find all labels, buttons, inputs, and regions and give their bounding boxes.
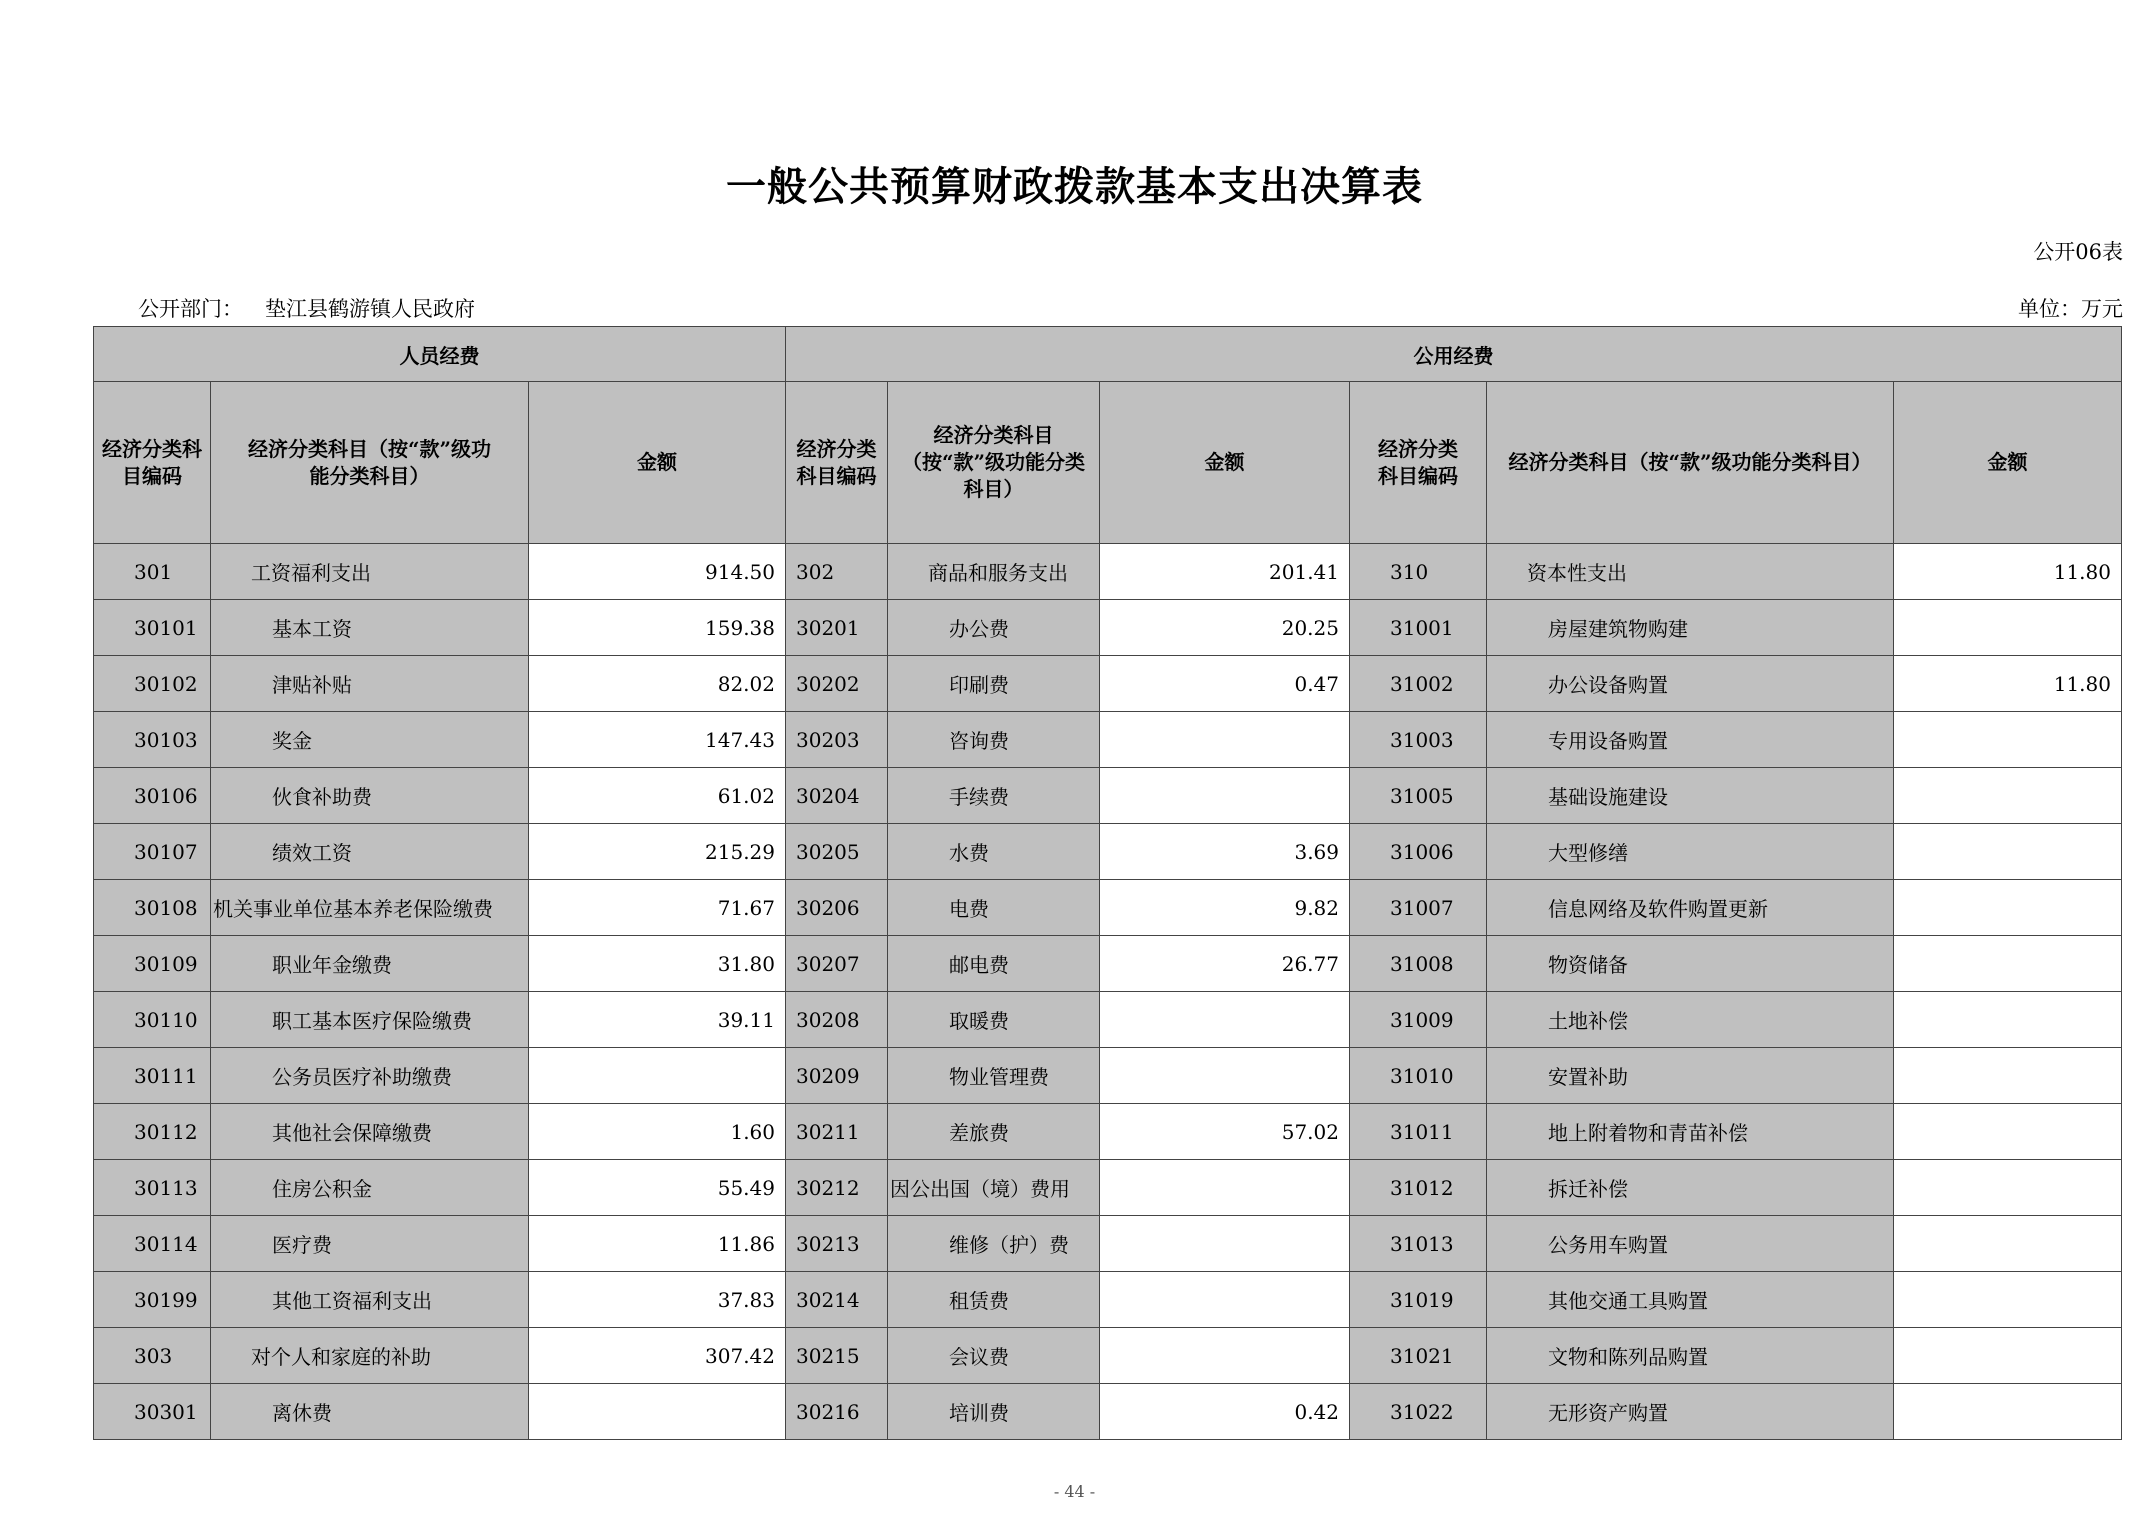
cell-g-name: 水费 (888, 824, 1100, 880)
department-name: 垫江县鹤游镇人民政府 (265, 297, 475, 321)
cell-c-name: 土地补偿 (1487, 992, 1894, 1048)
cell-g-name: 印刷费 (888, 656, 1100, 712)
cell-g-name: 物业管理费 (888, 1048, 1100, 1104)
table-row (94, 656, 2122, 712)
cell-c-code: 31007 (1350, 880, 1487, 936)
header-goods-code: 经济分类科目编码 (786, 382, 888, 544)
cell-p-name: 对个人和家庭的补助 (211, 1328, 529, 1384)
cell-c-amount (1894, 712, 2122, 768)
cell-g-amount: 9.82 (1100, 880, 1350, 936)
cell-p-name: 住房公积金 (211, 1160, 529, 1216)
cell-c-name: 公务用车购置 (1487, 1216, 1894, 1272)
cell-c-name: 文物和陈列品购置 (1487, 1328, 1894, 1384)
cell-g-code: 30211 (786, 1104, 888, 1160)
cell-p-amount: 11.86 (529, 1216, 786, 1272)
cell-p-code: 30199 (94, 1272, 211, 1328)
cell-g-amount: 0.47 (1100, 656, 1350, 712)
cell-c-code: 31008 (1350, 936, 1487, 992)
cell-c-amount (1894, 1104, 2122, 1160)
cell-c-name: 其他交通工具购置 (1487, 1272, 1894, 1328)
cell-g-name: 办公费 (888, 600, 1100, 656)
cell-g-amount (1100, 1272, 1350, 1328)
cell-p-code: 30102 (94, 656, 211, 712)
cell-g-amount (1100, 1160, 1350, 1216)
cell-g-name: 手续费 (888, 768, 1100, 824)
cell-p-code: 30109 (94, 936, 211, 992)
cell-c-name: 专用设备购置 (1487, 712, 1894, 768)
header-personnel-amount: 金额 (529, 382, 786, 544)
cell-p-amount (529, 1048, 786, 1104)
cell-p-name: 津贴补贴 (211, 656, 529, 712)
cell-p-code: 30108 (94, 880, 211, 936)
cell-c-code: 31002 (1350, 656, 1487, 712)
cell-p-name: 基本工资 (211, 600, 529, 656)
header-goods-name: 经济分类科目（按“款”级功能分类科目） (888, 382, 1100, 544)
header-personnel-name: 经济分类科目（按“款”级功能分类科目） (211, 382, 529, 544)
cell-p-name: 其他工资福利支出 (211, 1272, 529, 1328)
cell-g-amount: 57.02 (1100, 1104, 1350, 1160)
unit-label: 单位：万元 (2018, 297, 2123, 321)
cell-g-amount: 20.25 (1100, 600, 1350, 656)
cell-g-code: 30213 (786, 1216, 888, 1272)
table-body (94, 544, 2122, 1440)
cell-p-amount (529, 1384, 786, 1440)
table-row (94, 1272, 2122, 1328)
table-row (94, 1048, 2122, 1104)
cell-p-name: 公务员医疗补助缴费 (211, 1048, 529, 1104)
table-row (94, 544, 2122, 600)
cell-c-code: 31005 (1350, 768, 1487, 824)
cell-p-name: 医疗费 (211, 1216, 529, 1272)
cell-c-amount (1894, 768, 2122, 824)
cell-c-amount (1894, 1272, 2122, 1328)
cell-c-amount (1894, 1384, 2122, 1440)
cell-c-name: 拆迁补偿 (1487, 1160, 1894, 1216)
cell-p-code: 30106 (94, 768, 211, 824)
cell-c-code: 31003 (1350, 712, 1487, 768)
cell-g-name: 邮电费 (888, 936, 1100, 992)
cell-p-amount: 159.38 (529, 600, 786, 656)
cell-g-code: 30206 (786, 880, 888, 936)
cell-p-name: 奖金 (211, 712, 529, 768)
cell-g-amount (1100, 768, 1350, 824)
cell-c-amount (1894, 1048, 2122, 1104)
cell-g-name: 因公出国（境）费用 (888, 1160, 1100, 1216)
table-row (94, 1216, 2122, 1272)
cell-c-code: 310 (1350, 544, 1487, 600)
cell-p-code: 301 (94, 544, 211, 600)
cell-p-code: 30103 (94, 712, 211, 768)
cell-c-code: 31006 (1350, 824, 1487, 880)
cell-g-name: 商品和服务支出 (888, 544, 1100, 600)
cell-c-code: 31019 (1350, 1272, 1487, 1328)
cell-c-name: 办公设备购置 (1487, 656, 1894, 712)
cell-c-name: 安置补助 (1487, 1048, 1894, 1104)
section-header-row (94, 327, 2122, 382)
cell-c-code: 31001 (1350, 600, 1487, 656)
cell-p-amount: 61.02 (529, 768, 786, 824)
cell-g-name: 电费 (888, 880, 1100, 936)
department-label: 公开部门： (138, 297, 243, 321)
table-row (94, 600, 2122, 656)
cell-g-code: 30215 (786, 1328, 888, 1384)
cell-c-amount (1894, 880, 2122, 936)
cell-p-amount: 82.02 (529, 656, 786, 712)
cell-p-amount: 1.60 (529, 1104, 786, 1160)
cell-c-code: 31012 (1350, 1160, 1487, 1216)
cell-p-amount: 215.29 (529, 824, 786, 880)
table-row (94, 1328, 2122, 1384)
cell-g-name: 培训费 (888, 1384, 1100, 1440)
section-public: 公用经费 (786, 327, 2122, 382)
cell-c-name: 基础设施建设 (1487, 768, 1894, 824)
cell-p-code: 303 (94, 1328, 211, 1384)
cell-c-name: 物资储备 (1487, 936, 1894, 992)
cell-g-code: 30205 (786, 824, 888, 880)
cell-p-code: 30301 (94, 1384, 211, 1440)
cell-p-name: 绩效工资 (211, 824, 529, 880)
cell-g-code: 30216 (786, 1384, 888, 1440)
table-row (94, 1160, 2122, 1216)
cell-p-amount: 307.42 (529, 1328, 786, 1384)
cell-g-name: 咨询费 (888, 712, 1100, 768)
cell-p-amount: 55.49 (529, 1160, 786, 1216)
cell-c-amount: 11.80 (1894, 656, 2122, 712)
cell-p-code: 30113 (94, 1160, 211, 1216)
cell-g-amount (1100, 992, 1350, 1048)
department-line (138, 293, 475, 323)
cell-c-amount (1894, 824, 2122, 880)
table-row (94, 936, 2122, 992)
cell-p-name: 机关事业单位基本养老保险缴费 (211, 880, 529, 936)
cell-c-name: 地上附着物和青苗补偿 (1487, 1104, 1894, 1160)
cell-g-code: 30209 (786, 1048, 888, 1104)
header-personnel-code: 经济分类科目编码 (94, 382, 211, 544)
cell-g-amount: 26.77 (1100, 936, 1350, 992)
cell-c-amount: 11.80 (1894, 544, 2122, 600)
cell-p-amount: 71.67 (529, 880, 786, 936)
cell-g-code: 30202 (786, 656, 888, 712)
cell-g-code: 30212 (786, 1160, 888, 1216)
cell-p-amount: 147.43 (529, 712, 786, 768)
header-capital-code: 经济分类科目编码 (1350, 382, 1487, 544)
header-goods-amount: 金额 (1100, 382, 1350, 544)
cell-p-name: 职工基本医疗保险缴费 (211, 992, 529, 1048)
section-personnel: 人员经费 (94, 327, 786, 382)
cell-g-code: 30214 (786, 1272, 888, 1328)
cell-c-name: 大型修缮 (1487, 824, 1894, 880)
cell-p-code: 30112 (94, 1104, 211, 1160)
cell-g-name: 租赁费 (888, 1272, 1100, 1328)
cell-c-amount (1894, 1328, 2122, 1384)
column-header-row (94, 382, 2122, 544)
cell-c-name: 信息网络及软件购置更新 (1487, 880, 1894, 936)
cell-g-name: 维修（护）费 (888, 1216, 1100, 1272)
cell-g-name: 会议费 (888, 1328, 1100, 1384)
cell-c-name: 资本性支出 (1487, 544, 1894, 600)
cell-c-code: 31022 (1350, 1384, 1487, 1440)
cell-g-code: 30203 (786, 712, 888, 768)
cell-p-name: 工资福利支出 (211, 544, 529, 600)
cell-c-code: 31009 (1350, 992, 1487, 1048)
cell-c-amount (1894, 600, 2122, 656)
page-title: 一般公共预算财政拨款基本支出决算表 (726, 163, 1423, 210)
cell-p-code: 30111 (94, 1048, 211, 1104)
cell-c-amount (1894, 936, 2122, 992)
cell-p-amount: 914.50 (529, 544, 786, 600)
form-number: 公开06表 (2033, 240, 2123, 264)
cell-g-code: 30201 (786, 600, 888, 656)
cell-p-code: 30101 (94, 600, 211, 656)
table-row (94, 712, 2122, 768)
cell-g-amount: 3.69 (1100, 824, 1350, 880)
cell-c-amount (1894, 992, 2122, 1048)
cell-g-amount (1100, 712, 1350, 768)
cell-c-amount (1894, 1216, 2122, 1272)
cell-g-amount (1100, 1216, 1350, 1272)
cell-p-code: 30114 (94, 1216, 211, 1272)
cell-p-name: 离休费 (211, 1384, 529, 1440)
cell-p-name: 职业年金缴费 (211, 936, 529, 992)
cell-c-name: 房屋建筑物购建 (1487, 600, 1894, 656)
cell-g-code: 30208 (786, 992, 888, 1048)
cell-p-name: 其他社会保障缴费 (211, 1104, 529, 1160)
cell-p-name: 伙食补助费 (211, 768, 529, 824)
cell-p-code: 30110 (94, 992, 211, 1048)
cell-c-code: 31010 (1350, 1048, 1487, 1104)
cell-p-amount: 39.11 (529, 992, 786, 1048)
page-number: - 44 - (1053, 1482, 1096, 1501)
cell-p-amount: 37.83 (529, 1272, 786, 1328)
cell-g-code: 30207 (786, 936, 888, 992)
header-capital-amount: 金额 (1894, 382, 2122, 544)
cell-c-code: 31021 (1350, 1328, 1487, 1384)
cell-g-name: 取暖费 (888, 992, 1100, 1048)
table-row (94, 880, 2122, 936)
table-row (94, 1384, 2122, 1440)
cell-p-code: 30107 (94, 824, 211, 880)
cell-c-name: 无形资产购置 (1487, 1384, 1894, 1440)
cell-g-amount (1100, 1328, 1350, 1384)
expenditure-table (93, 326, 2122, 1440)
cell-p-amount: 31.80 (529, 936, 786, 992)
table-row (94, 992, 2122, 1048)
table-row (94, 768, 2122, 824)
cell-g-code: 302 (786, 544, 888, 600)
table-row (94, 824, 2122, 880)
cell-c-amount (1894, 1160, 2122, 1216)
cell-g-code: 30204 (786, 768, 888, 824)
cell-g-amount: 201.41 (1100, 544, 1350, 600)
cell-g-amount: 0.42 (1100, 1384, 1350, 1440)
cell-g-amount (1100, 1048, 1350, 1104)
header-capital-name: 经济分类科目（按“款”级功能分类科目） (1487, 382, 1894, 544)
cell-c-code: 31013 (1350, 1216, 1487, 1272)
cell-c-code: 31011 (1350, 1104, 1487, 1160)
table-row (94, 1104, 2122, 1160)
cell-g-name: 差旅费 (888, 1104, 1100, 1160)
